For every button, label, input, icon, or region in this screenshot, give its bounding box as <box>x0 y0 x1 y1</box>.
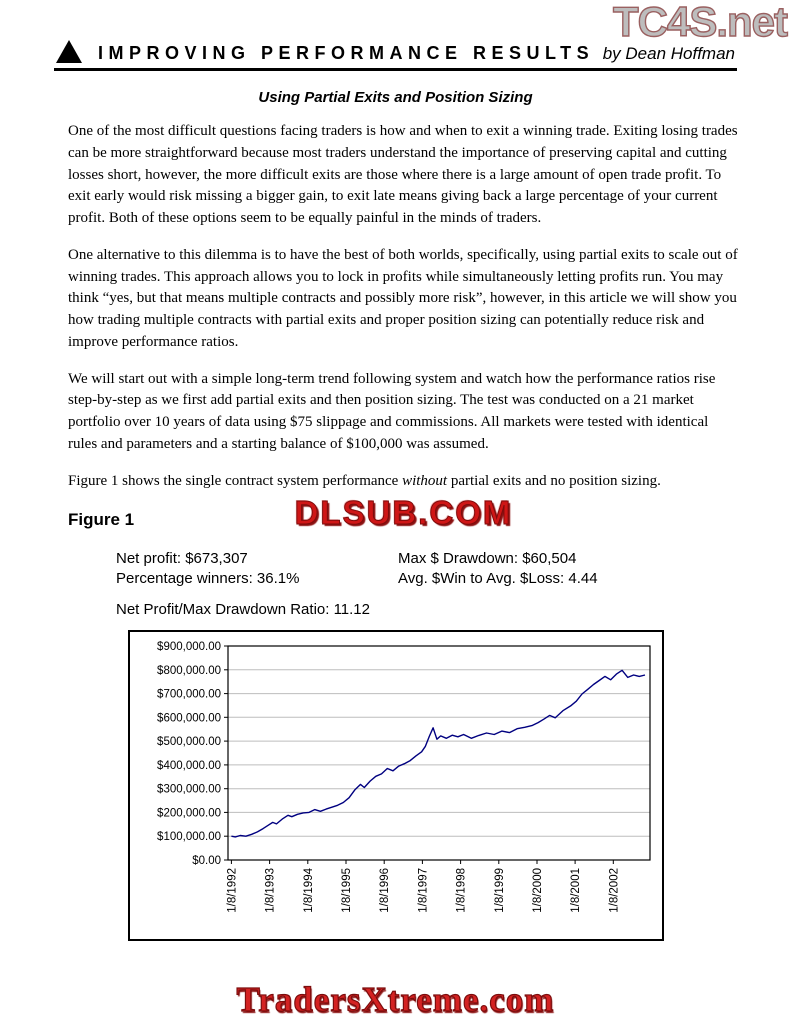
svg-text:1/8/1994: 1/8/1994 <box>302 868 315 914</box>
svg-text:1/8/1995: 1/8/1995 <box>341 868 353 914</box>
paragraph-3: We will start out with a simple long-term trend following system and watch how the performance ratios rise step-by-step as we first add partial exits and then position sizing. The test was conducted on a 21 market portfolio over 10 years of data using $75 slippage and commissions. All markets were tested with identical rules and parameters and a starting balance of $100,000 was assumed. <box>68 370 716 452</box>
svg-text:$200,000.00: $200,000.00 <box>157 807 221 820</box>
stat-net-profit: Net profit: $673,307 <box>116 550 248 568</box>
svg-text:1/8/2001: 1/8/2001 <box>570 868 583 914</box>
paragraph-4 <box>68 471 739 493</box>
paragraph-2: One alternative to this dilemma is to have the best of both worlds, specifically, using partial exits to scale out of winning trades. This approach allows you to lock in profits while simultaneously letting profits run. You may think “yes, but that means multiple contracts and possibly more risk”, however, in this article we will show you how trading multiple contracts with partial exits and proper position sizing can potentially reduce risk and improve performance ratios. <box>68 246 738 350</box>
stat-max-drawdown: Max $ Drawdown: $60,504 <box>398 550 577 568</box>
article-title: IMPROVING PERFORMANCE RESULTS <box>98 43 595 63</box>
figure-stats <box>116 550 791 587</box>
svg-text:1/8/2002: 1/8/2002 <box>608 868 621 914</box>
title-divider <box>54 68 737 71</box>
svg-text:1/8/1998: 1/8/1998 <box>455 868 468 914</box>
stat-percentage-winners: Percentage winners: 36.1% <box>116 570 300 588</box>
svg-text:$100,000.00: $100,000.00 <box>157 831 221 844</box>
tc4s-logo: TC4S.net <box>612 0 787 45</box>
svg-text:$400,000.00: $400,000.00 <box>157 760 221 773</box>
svg-text:$500,000.00: $500,000.00 <box>157 736 221 749</box>
svg-text:1/8/2000: 1/8/2000 <box>532 868 544 914</box>
svg-text:$800,000.00: $800,000.00 <box>157 665 221 678</box>
svg-text:1/8/1996: 1/8/1996 <box>379 868 392 914</box>
stat-ratio: Net Profit/Max Drawdown Ratio: 11.12 <box>116 601 370 619</box>
svg-text:1/8/1993: 1/8/1993 <box>264 868 277 914</box>
equity-curve-chart <box>132 636 660 934</box>
svg-text:1/8/1992: 1/8/1992 <box>226 868 239 914</box>
figure-label: Figure 1 <box>68 510 135 530</box>
footer-logo: TradersXtreme.com <box>236 980 555 1019</box>
figure-section <box>68 494 739 536</box>
paragraph-1: One of the most difficult questions facing traders is how and when to exit a winning trade. Exiting losing trades can be more straightforward because most traders understand the importance of preserving capital and cutting losses short, however, the more difficult exits are those where there is a large amount of open trade profit. To exit early would risk missing a bigger gain, to exit late means giving back a large percentage of your current profit. Both of these options seem to be equally painful in the minds of traders. <box>68 123 738 226</box>
article-subtitle: Using Partial Exits and Position Sizing <box>258 89 533 106</box>
svg-text:1/8/1997: 1/8/1997 <box>417 868 430 914</box>
figure-sentence-prefix: Figure 1 shows the single contract system performance <box>68 472 403 489</box>
svg-text:$300,000.00: $300,000.00 <box>157 783 221 796</box>
svg-text:$900,000.00: $900,000.00 <box>157 641 221 654</box>
svg-text:1/8/1999: 1/8/1999 <box>493 868 506 914</box>
svg-text:$700,000.00: $700,000.00 <box>157 688 221 701</box>
equity-chart-frame <box>128 630 664 941</box>
figure-sentence-suffix: partial exits and no position sizing. <box>447 472 661 489</box>
stat-avg-win-loss: Avg. $Win to Avg. $Loss: 4.44 <box>398 570 598 588</box>
svg-text:$600,000.00: $600,000.00 <box>157 712 221 725</box>
svg-text:$0.00: $0.00 <box>192 855 221 868</box>
byline: by Dean Hoffman <box>602 44 735 63</box>
watermark-logo: DLSUB.COM <box>294 494 513 532</box>
triangle-icon <box>56 40 82 63</box>
figure-sentence-italic: without <box>402 472 448 489</box>
